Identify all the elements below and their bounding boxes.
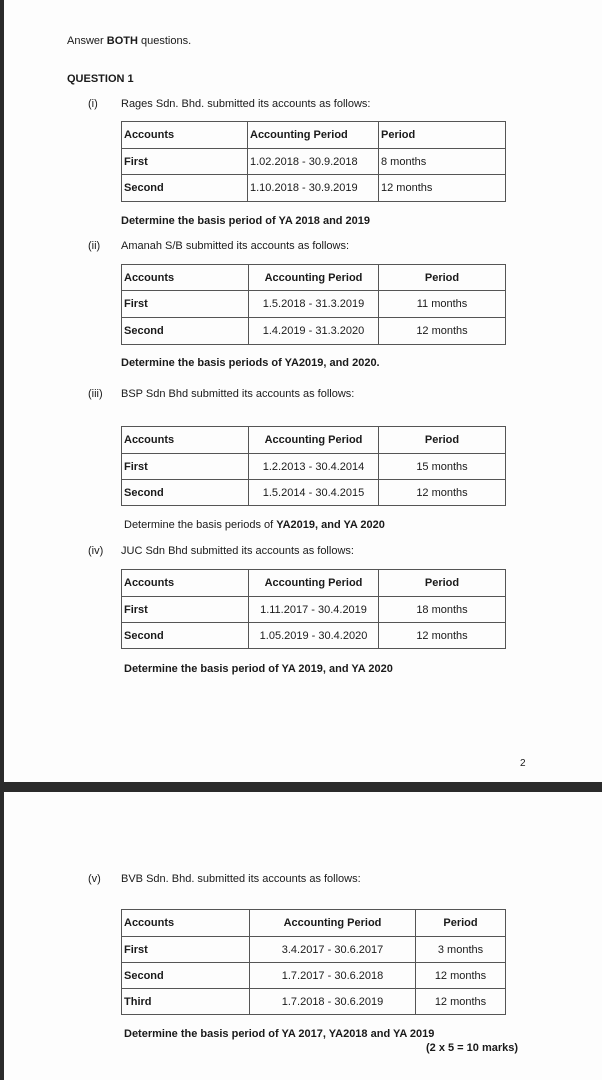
table-cell: 11 months [379,291,506,318]
part-task: Determine the basis period of YA 2018 and 2019 [121,215,371,227]
column-header: Accounting Period [250,910,416,937]
table-cell: 12 months [379,623,506,649]
column-header: Accounts [122,122,248,149]
instructions: Answer BOTH questions. [67,35,192,47]
table-row [122,291,506,318]
part-label: (iii) [88,388,103,400]
accounts-table [121,909,506,1015]
table-cell: 1.7.2018 - 30.6.2019 [250,989,416,1015]
page-number: 2 [520,758,526,769]
table-cell: 12 months [416,963,506,989]
column-header: Period [379,570,506,597]
part-statement: Amanah S/B submitted its accounts as follows: [121,240,350,252]
table-cell: 1.2.2013 - 30.4.2014 [249,454,379,480]
table-row [122,623,506,649]
table-row [122,175,506,202]
table-cell: 12 months [379,318,506,345]
part-label: (v) [88,873,101,885]
table-cell: 12 months [416,989,506,1015]
table-header-row [122,265,506,291]
accounts-table [121,426,506,506]
table-row [122,318,506,345]
document-page-1 [4,0,602,782]
table-cell: 1.5.2014 - 30.4.2015 [249,480,379,506]
accounts-table [121,569,506,649]
column-header: Period [379,427,506,454]
table-cell: 15 months [379,454,506,480]
column-header: Accounts [122,265,249,291]
table-cell: 18 months [379,597,506,623]
table-cell: First [122,149,248,175]
table-header-row [122,570,506,597]
column-header: Period [379,265,506,291]
accounts-table [121,121,506,202]
part-task: Determine the basis period of YA 2017, YA2018 and YA 2019 [124,1028,435,1040]
question-title: QUESTION 1 [67,73,134,85]
document-page-2 [4,792,602,1080]
table-cell: 3.4.2017 - 30.6.2017 [250,937,416,963]
table-cell: 8 months [379,149,506,175]
column-header: Accounting Period [249,570,379,597]
table-cell: 1.5.2018 - 31.3.2019 [249,291,379,318]
table-cell: 1.11.2017 - 30.4.2019 [249,597,379,623]
part-label: (ii) [88,240,101,252]
table-cell: Third [122,989,250,1015]
table-cell: Second [122,623,249,649]
marks-allocation: (2 x 5 = 10 marks) [426,1042,519,1054]
table-cell: Second [122,480,249,506]
table-cell: 1.7.2017 - 30.6.2018 [250,963,416,989]
table-cell: First [122,291,249,318]
table-cell: 1.4.2019 - 31.3.2020 [249,318,379,345]
table-header-row [122,427,506,454]
column-header: Accounts [122,570,249,597]
table-cell: Second [122,963,250,989]
table-header-row [122,910,506,937]
column-header: Period [379,122,506,149]
part-label: (iv) [88,545,104,557]
table-cell: Second [122,318,249,345]
table-cell: First [122,937,250,963]
table-cell: 1.10.2018 - 30.9.2019 [248,175,379,202]
table-row [122,480,506,506]
accounts-table [121,264,506,345]
column-header: Accounting Period [249,265,379,291]
part-task: Determine the basis periods of YA2019, and 2020. [121,357,380,369]
table-row [122,597,506,623]
column-header: Accounting Period [248,122,379,149]
table-row [122,963,506,989]
table-row [122,149,506,175]
part-task: Determine the basis periods of YA2019, and YA 2020 [124,519,385,531]
part-task: Determine the basis period of YA 2019, and YA 2020 [124,663,393,675]
part-statement: Rages Sdn. Bhd. submitted its accounts as follows: [121,98,371,110]
table-cell: 3 months [416,937,506,963]
part-label: (i) [88,98,98,110]
part-statement: BVB Sdn. Bhd. submitted its accounts as follows: [121,873,361,885]
table-cell: 12 months [379,480,506,506]
table-cell: 1.05.2019 - 30.4.2020 [249,623,379,649]
table-header-row [122,122,506,149]
table-row [122,454,506,480]
table-cell: Second [122,175,248,202]
column-header: Accounts [122,427,249,454]
column-header: Accounting Period [249,427,379,454]
part-statement: JUC Sdn Bhd submitted its accounts as follows: [121,545,354,557]
table-row [122,937,506,963]
table-cell: First [122,454,249,480]
table-cell: 1.02.2018 - 30.9.2018 [248,149,379,175]
table-cell: 12 months [379,175,506,202]
table-cell: First [122,597,249,623]
column-header: Period [416,910,506,937]
table-row [122,989,506,1015]
part-statement: BSP Sdn Bhd submitted its accounts as follows: [121,388,355,400]
column-header: Accounts [122,910,250,937]
